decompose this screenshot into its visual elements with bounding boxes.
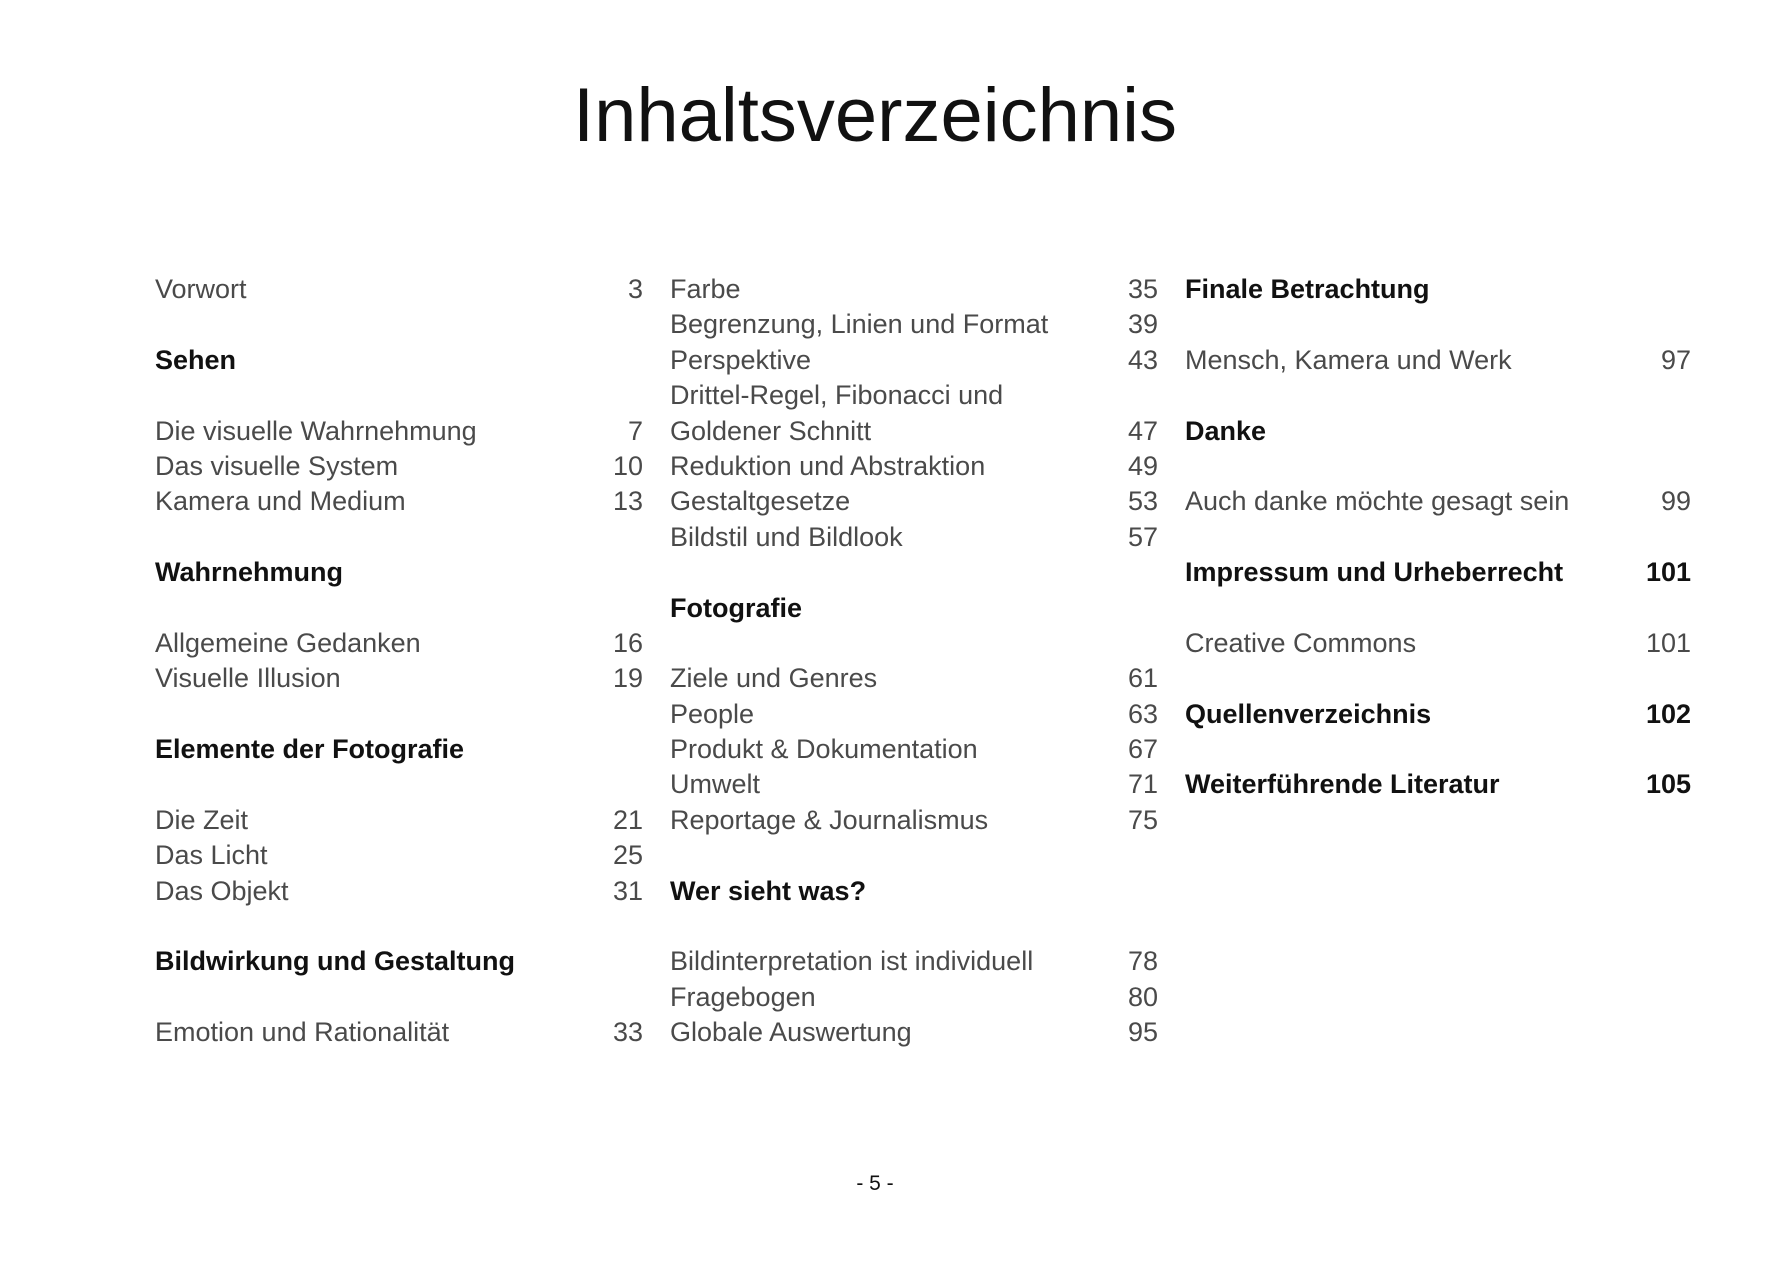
- toc-entry-page: 7: [627, 415, 643, 446]
- toc-section-heading: [155, 732, 643, 767]
- toc-entry-page: 3: [627, 274, 643, 304]
- page-number: - 5 -: [856, 1172, 894, 1195]
- toc-entry-page: 31: [612, 875, 643, 906]
- toc-entry-page: 33: [612, 1017, 643, 1048]
- toc-entry-title: Emotion und Rationalität: [155, 1017, 450, 1048]
- toc-entry-title: Wahrnehmung: [155, 557, 343, 588]
- toc-entry: [670, 661, 1158, 696]
- toc-entry: [670, 767, 1158, 802]
- toc-entry-title: Gestaltgesetze: [670, 486, 851, 517]
- toc-entry-page: 57: [1127, 521, 1158, 552]
- toc-spacer: [1185, 378, 1691, 413]
- toc-entry-page: 13: [612, 486, 643, 517]
- toc-spacer: [1185, 591, 1691, 626]
- toc-entry-page: 97: [1660, 344, 1691, 375]
- toc-entry-title: Elemente der Fotografie: [155, 734, 465, 765]
- toc-entry-title: Vorwort: [155, 274, 247, 304]
- toc-section-heading: [1185, 414, 1691, 449]
- toc-section-heading: [1185, 272, 1691, 307]
- toc-entry: [1185, 343, 1691, 378]
- toc-entry: [155, 272, 643, 307]
- toc-spacer: [670, 626, 1158, 661]
- toc-entry-page: 102: [1645, 698, 1691, 729]
- toc-entry-title: Produkt & Dokumentation: [670, 734, 978, 765]
- toc-spacer: [155, 980, 643, 1015]
- toc-entry: [670, 307, 1158, 342]
- toc-entry-title: Perspektive: [670, 344, 812, 375]
- toc-entry: [155, 838, 643, 873]
- toc-entry-page: 47: [1127, 415, 1158, 446]
- toc-entry-title: Das visuelle System: [155, 450, 399, 481]
- toc-entry-title: Bildstil und Bildlook: [670, 521, 903, 552]
- toc-column-1: [155, 272, 643, 1051]
- toc-entry-page: 49: [1127, 450, 1158, 481]
- toc-entry-page: 43: [1127, 344, 1158, 375]
- toc-entry-title: Das Licht: [155, 840, 268, 871]
- toc-section-heading: [670, 591, 1158, 626]
- toc-column-2: [670, 272, 1158, 1051]
- toc-entry-title: Finale Betrachtung: [1185, 274, 1430, 304]
- toc-entry: [155, 626, 643, 661]
- toc-entry-title: Goldener Schnitt: [670, 415, 872, 446]
- toc-entry-page: 71: [1127, 769, 1158, 800]
- toc-entry: [670, 944, 1158, 979]
- toc-entry-title: Fragebogen: [670, 981, 816, 1012]
- toc-entry-title: Mensch, Kamera und Werk: [1185, 344, 1512, 375]
- toc-spacer: [1185, 449, 1691, 484]
- toc-entry-page: 75: [1127, 804, 1158, 835]
- toc-spacer: [1185, 732, 1691, 767]
- toc-entry: [670, 520, 1158, 555]
- toc-entry-title: Umwelt: [670, 769, 761, 800]
- toc-section-heading: [670, 874, 1158, 909]
- toc-entry: [155, 414, 643, 449]
- toc-entry-title: Wer sieht was?: [670, 875, 867, 906]
- toc-section-heading: [155, 555, 643, 590]
- toc-spacer: [155, 520, 643, 555]
- toc-entry-title: Die Zeit: [155, 804, 249, 835]
- toc-entry-page: 67: [1127, 734, 1158, 765]
- toc-entry: [670, 803, 1158, 838]
- toc-entry: [1185, 626, 1691, 661]
- toc-entry: [670, 343, 1158, 378]
- toc-entry: [1185, 484, 1691, 519]
- toc-spacer: [155, 378, 643, 413]
- toc-entry-title: Begrenzung, Linien und Format: [670, 309, 1049, 340]
- toc-spacer: [670, 555, 1158, 590]
- toc-entry-title: Kamera und Medium: [155, 486, 406, 517]
- toc-entry-page: 53: [1127, 486, 1158, 517]
- toc-entry: [670, 697, 1158, 732]
- toc-entry: [155, 484, 643, 519]
- toc-entry-title: Das Objekt: [155, 875, 289, 906]
- toc-entry: [670, 414, 1158, 449]
- toc-entry: [670, 980, 1158, 1015]
- toc-entry: [155, 449, 643, 484]
- toc-entry-title: Fotografie: [670, 592, 802, 623]
- toc-entry-page: 101: [1645, 627, 1691, 658]
- toc-entry-title: People: [670, 698, 755, 729]
- toc-entry-title: Ziele und Genres: [670, 663, 878, 694]
- toc-entry: [670, 272, 1158, 307]
- toc-entry-page: 63: [1127, 698, 1158, 729]
- toc-entry: [670, 732, 1158, 767]
- toc-spacer: [155, 767, 643, 802]
- toc-entry-page: 105: [1645, 769, 1691, 800]
- toc-section-heading: [1185, 555, 1691, 590]
- toc-entry-title: Bildwirkung und Gestaltung: [155, 946, 515, 977]
- toc-entry-title: Weiterführende Literatur: [1185, 769, 1500, 800]
- toc-entry-page: 39: [1127, 309, 1158, 340]
- toc-spacer: [155, 697, 643, 732]
- toc-entry-page: 80: [1127, 981, 1158, 1012]
- toc-spacer: [670, 838, 1158, 873]
- toc-section-heading: [155, 944, 643, 979]
- toc-entry-title: Impressum und Urheberrecht: [1185, 557, 1564, 588]
- toc-entry-title: Drittel-Regel, Fibonacci und: [670, 380, 1004, 411]
- toc-column-3: [1185, 272, 1691, 803]
- toc-entry-title: Creative Commons: [1185, 627, 1417, 658]
- toc-spacer: [155, 909, 643, 944]
- toc-entry: [670, 484, 1158, 519]
- toc-entry-title: Allgemeine Gedanken: [155, 627, 421, 658]
- toc-entry-page: 95: [1127, 1017, 1158, 1048]
- toc-entry: [155, 1015, 643, 1050]
- toc-entry: [155, 803, 643, 838]
- toc-entry-page: 99: [1660, 486, 1691, 517]
- toc-spacer: [155, 591, 643, 626]
- toc-entry-page: 10: [612, 450, 643, 481]
- toc-entry-page: 35: [1127, 274, 1158, 304]
- toc-section-heading: [1185, 697, 1691, 732]
- toc-spacer: [670, 909, 1158, 944]
- toc-entry-page: 16: [612, 627, 643, 658]
- toc-entry-title: Reportage & Journalismus: [670, 804, 989, 835]
- toc-entry-page: 19: [612, 663, 643, 694]
- toc-entry: [670, 449, 1158, 484]
- toc-entry-title: Globale Auswertung: [670, 1017, 912, 1048]
- toc-entry-title: Quellenverzeichnis: [1185, 698, 1432, 729]
- toc-entry-title: Auch danke möchte gesagt sein: [1185, 486, 1570, 517]
- toc-entry-title: Visuelle Illusion: [155, 663, 341, 694]
- toc-entry-title: Danke: [1185, 415, 1267, 446]
- toc-entry-title: Die visuelle Wahrnehmung: [155, 415, 477, 446]
- toc-entry: [155, 661, 643, 696]
- toc-entry-page: 21: [612, 804, 643, 835]
- toc-entry-page: 78: [1127, 946, 1158, 977]
- toc-entry: [155, 874, 643, 909]
- toc-entry: [670, 1015, 1158, 1050]
- toc-entry-title: Bildinterpretation ist individuell: [670, 946, 1034, 977]
- toc-entry-title: Farbe: [670, 274, 741, 304]
- toc-entry-title: Reduktion und Abstraktion: [670, 450, 986, 481]
- page-title: Inhaltsverzeichnis: [572, 73, 1178, 158]
- toc-entry-page: 61: [1127, 663, 1158, 694]
- toc-entry: [670, 378, 1158, 413]
- toc-spacer: [1185, 661, 1691, 696]
- toc-section-heading: [1185, 767, 1691, 802]
- toc-entry-page: 25: [612, 840, 643, 871]
- toc-entry-title: Sehen: [155, 344, 237, 375]
- toc-spacer: [155, 307, 643, 342]
- toc-spacer: [1185, 520, 1691, 555]
- toc-section-heading: [155, 343, 643, 378]
- toc-entry-page: 101: [1645, 557, 1691, 588]
- toc-spacer: [1185, 307, 1691, 342]
